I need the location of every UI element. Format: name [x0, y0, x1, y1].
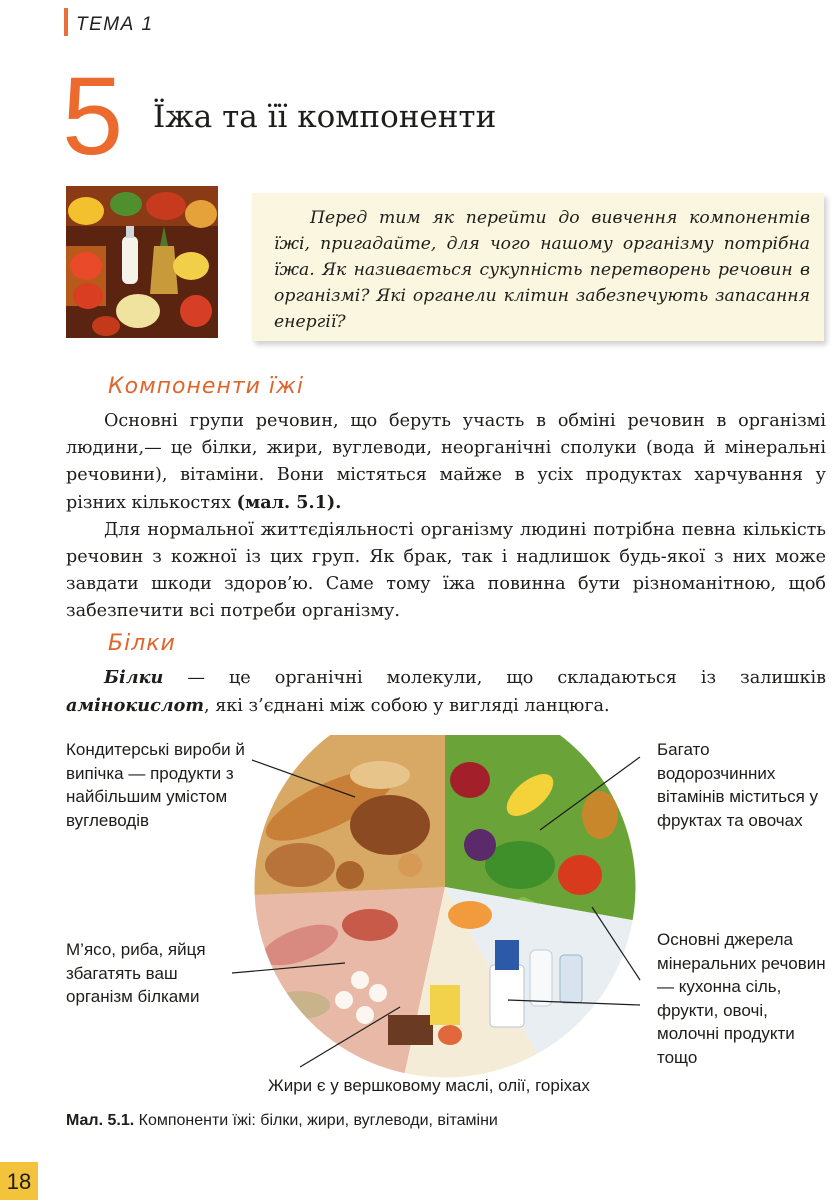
chapter-title: Їжа та її компоненти [153, 99, 497, 135]
figure-food-components [0, 735, 839, 1105]
intro-text: Перед тим як перейти до вивчення компонентів їжі, пригадайте, для чого нашому організму потрібна їжа. Як називається сукупність перетворень речовин в організмі? Які органели клітин забезпечують запасання енергії? [274, 208, 810, 332]
figure-reference: (мал. 5.1). [236, 492, 342, 513]
paragraph-components [66, 408, 826, 517]
figure-caption-text: Компоненти їжі: білки, жири, вуглеводи, вітаміни [134, 1112, 498, 1129]
intro-question-box [252, 193, 824, 341]
topic-accent-bar [64, 8, 68, 36]
figure-caption [66, 1112, 498, 1130]
figure-caption-label: Мал. 5.1. [66, 1112, 135, 1129]
topic-label: ТЕМА 1 [76, 14, 154, 35]
chapter-number: 5 [62, 55, 124, 178]
proteins-definition-text-2: , які з’єднані між собою у вигляді ланцюга. [204, 696, 610, 716]
paragraph-proteins-definition [66, 664, 826, 720]
paragraph-balanced-diet: Для нормальної життєдіяльності організму людині потрібна певна кількість речовин з кожної із цих груп. Як брак, так і надлишок будь-якої з них може завдати шкоди здоров’ю. Саме тому їжа повинна бути різноманітною, щоб забезпечити всі потреби організму. [66, 520, 826, 621]
section-heading-proteins: Білки [108, 631, 176, 656]
term-proteins: Білки [104, 667, 164, 688]
page-number: 18 [0, 1162, 38, 1200]
callout-fats: Жири є у вершковому маслі, олії, горіхах [268, 1076, 590, 1095]
callout-vitamins: Багато водорозчинних вітамінів міститься у фруктах та овочах [657, 740, 819, 830]
proteins-definition-text-1: — це органічні молекули, що складаються із залишків [163, 668, 826, 688]
paragraph-components-text: Основні групи речовин, що беруть участь в обміні речовин в організмі людини,— це білки, жири, вуглеводи, неорганічні сполуки (вода й мінеральні речовини), вітаміни. Вони містяться майже в усіх продуктах харчування у різних кількостях [66, 411, 826, 513]
callout-minerals: Основні джерела мінеральних речовин — кухонна сіль, фрукти, овочі, молочні продукти тощо [657, 930, 826, 1067]
callout-proteins: М’ясо, риба, яйця збагатять ваш організм білками [66, 940, 206, 1006]
callout-carbohydrates: Кондитерські вироби й випічка — продукти з найбільшим умістом вуглеводів [66, 740, 245, 830]
fruits-vegetables-photo [66, 186, 218, 338]
term-amino-acids: амінокислот [66, 695, 205, 716]
section-heading-food-components: Компоненти їжі [108, 374, 304, 399]
